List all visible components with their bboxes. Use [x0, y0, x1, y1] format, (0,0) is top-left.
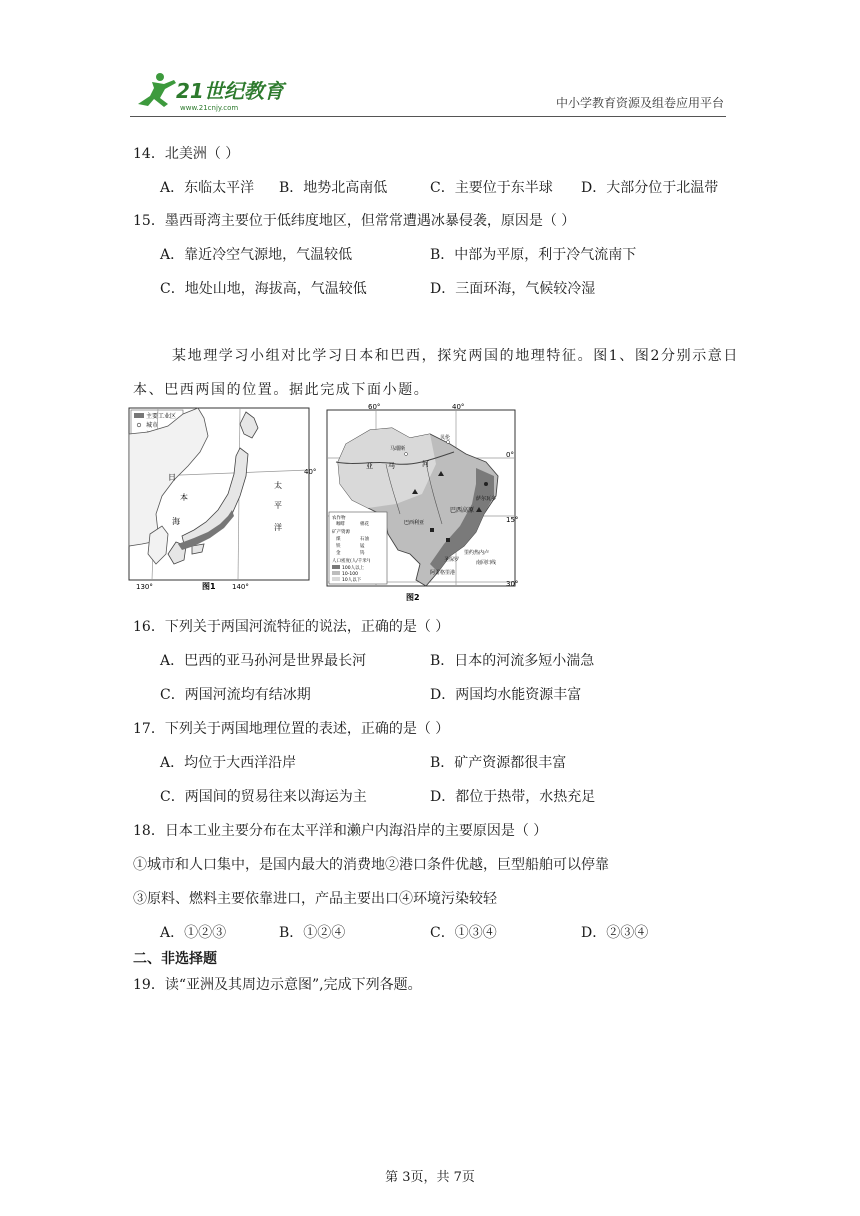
logo	[130, 68, 290, 114]
page-footer: 第 3页，共 7页	[385, 1170, 475, 1185]
q15-option-c: C．地处山地，海拔高，气温较低	[160, 281, 367, 297]
question-18-stem: 18．日本工业主要分布在太平洋和濑户内海沿岸的主要原因是（ ）	[133, 823, 548, 839]
page-header	[130, 66, 726, 117]
legend-crops-title: 农作物	[332, 516, 346, 521]
section-heading: 二、非选择题	[133, 951, 217, 967]
brazil-map	[326, 404, 518, 604]
q17-option-a: A．均位于大西洋沿岸	[160, 755, 297, 771]
rio-label: 里约热内卢	[464, 550, 490, 556]
q15-option-b: B．中部为平原，利于冷气流南下	[430, 247, 637, 263]
sea-of-japan-3: 海	[172, 517, 180, 526]
q18-option-a: A．①②③	[160, 925, 227, 941]
q18-option-c: C．①③④	[430, 925, 497, 941]
question-17-stem: 17．下列关于两国地理位置的表述，正确的是（ ）	[133, 721, 450, 737]
q17-option-b: B．矿产资源都很丰富	[430, 755, 567, 771]
pacific-1: 太	[274, 481, 282, 490]
lat-15-label: 15°	[506, 516, 519, 524]
amazon-label-2: 马	[388, 462, 395, 470]
japan-map	[128, 404, 317, 596]
legend-city: 城市	[146, 422, 159, 429]
legend-pop-mid: 10-100	[342, 572, 358, 577]
q16-option-c: C．两国河流均有结冰期	[160, 687, 311, 703]
lat-40-label: 40°	[304, 468, 317, 476]
legend-gold: 金	[336, 551, 341, 556]
q15-option-d: D．三面环海，气候较冷湿	[430, 281, 596, 297]
q14-option-b: B．地势北高南低	[279, 180, 388, 196]
brasilia-label: 巴西利亚	[404, 520, 425, 526]
q18-option-b: B．①②④	[279, 925, 346, 941]
q15-option-a: A．靠近冷空气源地，气温较低	[160, 247, 353, 263]
legend-manganese: 锰	[360, 544, 365, 549]
logo-text: 21世纪教育	[176, 79, 284, 103]
question-19-stem: 19．读“亚洲及其周边示意图”,完成下列各题。	[133, 977, 422, 993]
legend-tungsten: 钨	[360, 551, 365, 556]
legend-oil: 石油	[360, 537, 369, 542]
q18-statement-line-2: ③原料、燃料主要依靠进口，产品主要出口④环境污染较轻	[133, 891, 497, 907]
sea-of-japan-1: 日	[168, 473, 176, 482]
amazon-label-3: 河	[422, 460, 429, 468]
q17-option-c: C．两国间的贸易往来以海运为主	[160, 789, 367, 805]
salvador-label: 萨尔瓦多	[476, 496, 497, 502]
sea-of-japan-2: 本	[180, 493, 188, 502]
capricorn-label: 南回归线	[476, 560, 497, 566]
lat-30-label: 30°	[506, 580, 519, 588]
q16-option-d: D．两国均水能资源丰富	[430, 687, 582, 703]
lon-40-label: 40°	[452, 403, 465, 411]
legend-pop-high: 100人以上	[342, 566, 365, 571]
legend-cotton: 棉花	[360, 522, 369, 527]
figure-2-caption: 图2	[406, 593, 420, 602]
q18-statement-line-1: ①城市和人口集中，是国内最大的消费地②港口条件优越，巨型船舶可以停靠	[133, 857, 609, 873]
intro-line-2: 本、巴西两国的位置。据此完成下面小题。	[133, 382, 430, 398]
figure-1-caption: 图1	[202, 582, 216, 591]
legend-industry-swatch	[134, 413, 144, 418]
question-14-stem: 14．北美洲（ ）	[133, 146, 240, 162]
q18-option-d: D．②③④	[581, 925, 649, 941]
manaus-label: 马瑙斯	[390, 446, 406, 452]
logo-url: www.21cnjy.com	[180, 104, 239, 112]
question-16-stem: 16．下列关于两国河流特征的说法，正确的是（ ）	[133, 619, 450, 635]
sao-paulo-label: 圣保罗	[444, 557, 460, 563]
q16-option-a: A．巴西的亚马孙河是世界最长河	[160, 653, 367, 669]
q16-option-b: B．日本的河流多短小湍急	[430, 653, 595, 669]
lon-140-label: 140°	[232, 583, 249, 591]
legend-iron: 铁	[336, 544, 341, 549]
pacific-2: 平	[274, 501, 282, 510]
legend-pop-low: 10人以下	[342, 578, 362, 583]
q17-option-d: D．都位于热带，水热充足	[430, 789, 596, 805]
plateau-label: 巴西高原	[450, 507, 475, 514]
porto-alegre-label: 阿雷格里港	[430, 570, 456, 576]
amazon-label-1: 亚	[366, 462, 373, 470]
q14-option-a: A．东临太平洋	[160, 180, 255, 196]
legend-industry: 主要工业区	[146, 413, 177, 420]
platform-name: 中小学教育资源及组卷应用平台	[555, 96, 724, 110]
pacific-3: 洋	[274, 523, 282, 532]
legend-coffee: 咖啡	[336, 522, 345, 527]
intro-line-1: 某地理学习小组对比学习日本和巴西，探究两国的地理特征。图1、图2分别示意日	[172, 348, 740, 364]
q14-option-c: C．主要位于东半球	[430, 180, 553, 196]
belem-label: 贝伦	[440, 435, 451, 441]
question-15-stem: 15．墨西哥湾主要位于低纬度地区，但常常遭遇冰暴侵袭，原因是（ ）	[133, 213, 576, 229]
legend-pop-title: 人口密度(人/千米²)	[332, 559, 371, 564]
lon-130-label: 130°	[136, 583, 153, 591]
lat-0-label: 0°	[506, 451, 514, 459]
legend-minerals-title: 矿产资源	[332, 530, 350, 535]
q14-option-d: D．大部分位于北温带	[581, 180, 719, 196]
lon-60-label: 60°	[368, 403, 381, 411]
legend-coal: 煤	[336, 537, 341, 542]
